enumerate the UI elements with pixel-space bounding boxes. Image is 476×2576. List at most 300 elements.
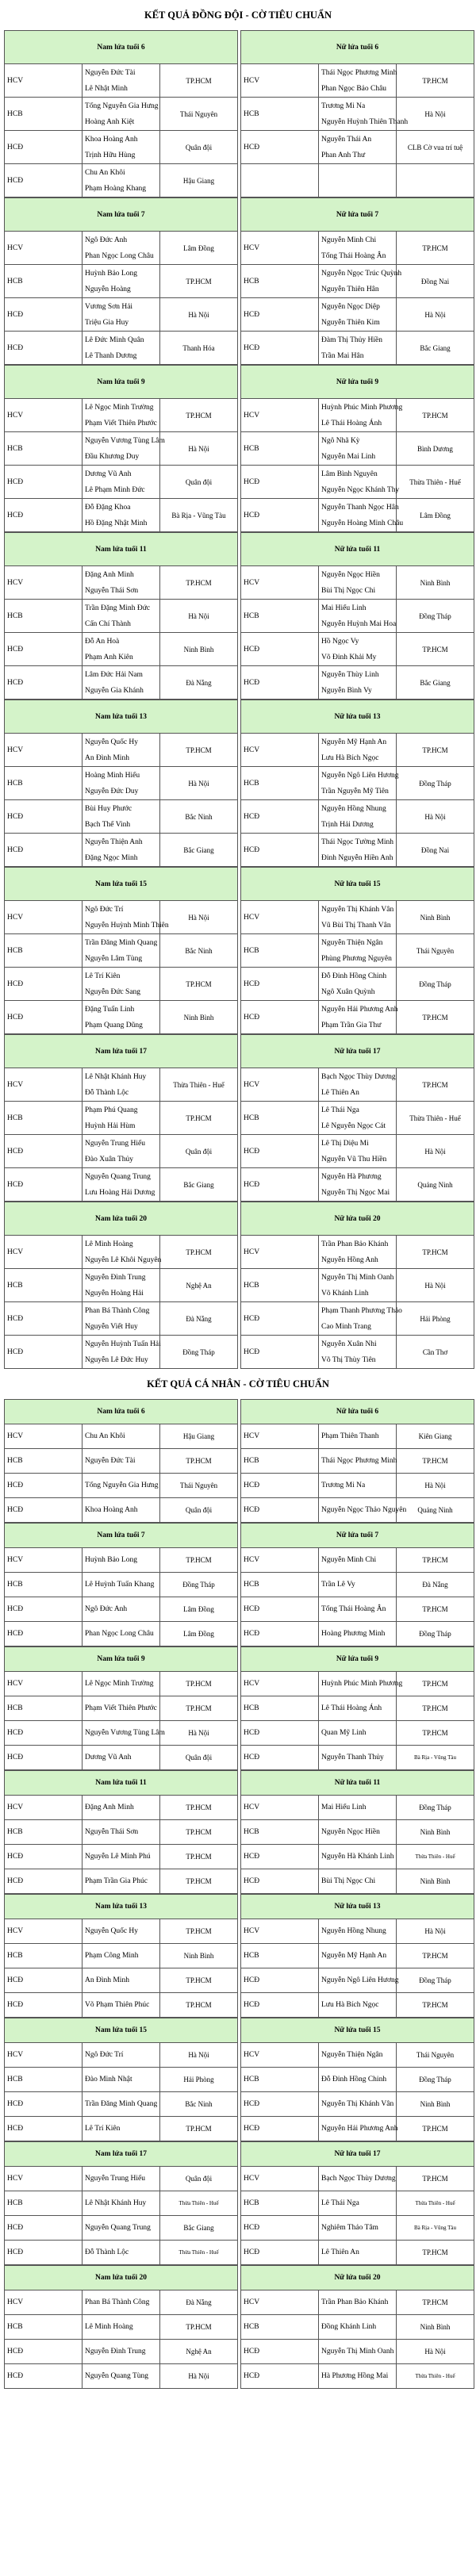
medal-cell: HCĐ [5,2216,83,2241]
medal-cell: HCĐ [5,1622,83,1646]
player-name: Nguyễn Ngọc Hiền [321,570,380,579]
result-row [241,332,474,365]
medal-cell: HCV [241,1548,319,1573]
unit-cell: Hà Nội [397,1269,474,1302]
player-name: Phạm Công Minh [83,1944,160,1968]
medal-cell: HCĐ [241,1336,319,1369]
player-name: Đặng Anh Minh [85,570,134,579]
medal-cell: HCV [5,399,83,432]
result-row [241,1597,474,1622]
player-name: Nguyễn Lê Khôi Nguyên [85,1255,162,1264]
category-title: Nữ lứa tuổi 9 [241,366,474,399]
player-name: Nguyễn Thiên Hân [321,285,379,293]
medal-cell: HCĐ [5,2340,83,2364]
player-name: Ngô Đức Anh [83,1597,160,1622]
player-name: Hà Phương Hồng Mai [319,2364,397,2389]
result-row [5,2364,238,2389]
names-cell [83,298,160,332]
medal-cell: HCV [5,1548,83,1573]
player-name: Trịnh Hữu Hùng [85,151,136,159]
medal-cell: HCV [241,2290,319,2315]
medal-cell: HCB [241,1102,319,1135]
team-category-table [4,1202,238,1369]
player-name: Nguyễn Bình Vy [321,686,372,695]
category-header-row [5,1035,238,1068]
player-name: Nguyễn Trung Hiếu [83,2167,160,2191]
medal-cell: HCĐ [241,1993,319,2018]
unit-cell: TP.HCM [160,1968,238,1993]
result-row [5,2191,238,2216]
result-row [241,901,474,934]
category-header-row [241,700,474,734]
result-row [5,1696,238,1721]
player-name: Chu An Khôi [83,1424,160,1449]
unit-cell: Quân đội [160,1135,238,1168]
result-row [5,1796,238,1820]
player-name: Nguyễn Minh Chi [321,236,377,244]
category-title: Nam lứa tuổi 17 [5,1035,238,1068]
names-cell [83,901,169,934]
player-name: Nguyễn Thị Minh Oanh [321,1273,394,1282]
unit-cell: Bắc Giang [160,834,238,867]
player-name: Lưu Hà Bích Ngọc [319,1993,397,2018]
result-row [5,64,238,98]
player-name: Võ Phạm Thiên Phúc [83,1993,160,2018]
medal-cell: HCB [241,2191,319,2216]
category-title: Nữ lứa tuổi 13 [241,1895,474,1919]
medal-cell: HCĐ [241,1302,319,1336]
result-row [5,767,238,800]
category-header-row [241,1771,474,1796]
player-name: Ngô Đức Anh [85,236,128,244]
player-name: Đỗ Đinh Hồng Chinh [319,2068,397,2092]
medal-cell: HCĐ [241,1001,319,1034]
names-cell [319,633,397,666]
names-cell [83,499,160,532]
player-name: Trần Mai Hân [321,351,364,360]
unit-cell: Hà Nội [160,298,238,332]
unit-cell: Bắc Ninh [160,934,238,968]
result-row [241,2191,474,2216]
result-row [5,734,238,767]
unit-cell: Ninh Bình [397,1820,474,1845]
result-row [241,1001,474,1034]
category-title: Nữ lứa tuổi 20 [241,2266,474,2290]
player-name: Nguyễn Hoàng Minh Châu [321,519,404,527]
medal-cell: HCĐ [241,1746,319,1770]
result-row [241,232,474,265]
result-row [241,1548,474,1573]
medal-cell: HCV [5,1068,83,1102]
result-row [241,666,474,700]
player-name: Ngô Đức Trí [85,905,124,914]
medal-cell: HCV [241,734,319,767]
result-row [5,934,238,968]
result-row [5,968,238,1001]
unit-cell: TP.HCM [160,64,238,98]
medal-cell: HCĐ [241,834,319,867]
category-title: Nữ lứa tuổi 11 [241,1771,474,1796]
result-row [5,1746,238,1770]
category-header-row [241,1400,474,1424]
medal-cell: HCB [5,98,83,131]
medal-cell: HCV [5,1672,83,1696]
names-cell [83,399,160,432]
result-row [241,1449,474,1474]
result-row [241,2092,474,2117]
team-men-column [4,30,238,1369]
player-name: Lưu Hoàng Hải Dương [85,1188,155,1197]
unit-cell: Kiên Giang [397,1424,474,1449]
player-name: Khoa Hoàng Anh [83,1498,160,1523]
player-name: Phan Bá Thành Công [83,2290,160,2315]
names-cell [319,1336,397,1369]
unit-cell: Nghệ An [160,2340,238,2364]
result-row [5,2068,238,2092]
names-cell [83,164,160,197]
names-cell [83,1236,160,1269]
player-name: Nguyễn Đình Trung [83,2340,160,2364]
category-header-row [5,1771,238,1796]
unit-cell: Hà Nội [160,432,238,466]
result-row [5,499,238,532]
result-row [5,1449,238,1474]
result-row [5,466,238,499]
medal-cell: HCĐ [241,800,319,834]
category-title: Nam lứa tuổi 13 [5,1895,238,1919]
unit-cell: TP.HCM [160,566,238,600]
names-cell [319,499,404,532]
medal-cell: HCB [241,98,319,131]
unit-cell: Thanh Hóa [160,332,238,365]
player-name: Nguyễn Quang Trung [85,1172,151,1181]
result-row [241,1820,474,1845]
player-name: Đỗ Thành Lộc [85,1088,129,1097]
names-cell [83,1168,160,1202]
player-name: Nguyễn Hoàng Hải [85,1289,144,1298]
unit-cell: Đồng Tháp [397,767,474,800]
player-name: Đặng Ngọc Minh [85,853,138,862]
medal-cell: HCV [241,1236,319,1269]
medal-cell: HCB [241,265,319,298]
result-row [5,1474,238,1498]
player-name: Đàm Thị Thủy Hiền [321,335,382,344]
unit-cell: TP.HCM [160,1449,238,1474]
player-name: Nguyễn Hoàng [85,285,131,293]
names-cell [319,164,397,197]
player-name: Nguyễn Trung Hiếu [85,1139,146,1148]
result-row [241,1102,474,1135]
player-name: Nguyễn Hải Phương Anh [319,2117,397,2141]
unit-cell: Quảng Ninh [397,1168,474,1202]
category-header-row [241,2142,474,2167]
names-cell [319,298,397,332]
medal-cell [241,164,319,197]
player-name: Chu An Khôi [85,168,125,177]
unit-cell: TP.HCM [160,1672,238,1696]
medal-cell: HCĐ [5,1302,83,1336]
unit-cell: Đồng Tháp [397,1796,474,1820]
player-name: Phạm Thanh Phương Thảo [321,1306,402,1315]
medal-cell: HCV [5,566,83,600]
result-row [5,98,238,131]
names-cell [319,800,397,834]
result-row [241,1236,474,1269]
medal-cell: HCV [241,1068,319,1102]
medal-cell: HCĐ [5,1869,83,1894]
medal-cell: HCĐ [5,332,83,365]
individual-category-table [4,2141,238,2265]
result-row [241,1944,474,1968]
result-row [5,1269,238,1302]
category-title: Nam lứa tuổi 11 [5,1771,238,1796]
player-name: Lê Thanh Dương [85,351,137,360]
individual-section [0,1399,476,2389]
medal-cell: HCĐ [5,2117,83,2141]
player-name: Nguyễn Quốc Hy [85,738,139,746]
result-row [5,2092,238,2117]
medal-cell: HCB [241,600,319,633]
player-name: Nguyễn Thị Minh Oanh [319,2340,397,2364]
medal-cell: HCV [5,1796,83,1820]
player-name: Lê Thái Hoàng Ánh [319,1696,397,1721]
player-name: Nguyễn Hải Phương Anh [321,1005,398,1014]
result-row [5,1168,238,1202]
player-name: Nguyễn Ngọc Khánh Thy [321,485,400,494]
medal-cell: HCĐ [5,2092,83,2117]
medal-cell: HCĐ [5,1746,83,1770]
result-row [5,901,238,934]
player-name: Nguyễn Thị Khánh Vân [319,2092,397,2117]
result-row [241,1302,474,1336]
result-row [241,2068,474,2092]
category-header-row [5,700,238,734]
medal-cell: HCB [5,432,83,466]
player-name: Đầu Khương Duy [85,452,140,461]
player-name: Dương Vũ Anh [85,470,132,478]
individual-category-table [240,1523,474,1646]
result-row [5,1336,238,1369]
result-row [241,2117,474,2141]
player-name: Nguyễn Hà Khánh Linh [319,1845,397,1869]
result-row [241,1498,474,1523]
result-row [241,767,474,800]
category-header-row [5,1400,238,1424]
player-name: Thái Ngọc Phương Minh [321,68,397,77]
unit-cell: Thái Nguyên [160,1474,238,1498]
medal-cell: HCĐ [241,633,319,666]
names-cell [319,1168,397,1202]
result-row [5,1869,238,1894]
result-row [5,1672,238,1696]
category-title: Nữ lứa tuổi 6 [241,31,474,64]
result-row [241,131,474,164]
player-name: Lê Nhật Khánh Huy [85,1072,147,1081]
result-row [241,1068,474,1102]
unit-cell: Hải Phòng [160,2068,238,2092]
unit-cell: TP.HCM [160,265,238,298]
player-name: Đinh Nguyễn Hiền Anh [321,853,393,862]
result-row [241,466,474,499]
player-name: Trương Mi Na [319,1474,397,1498]
result-row [241,98,474,131]
player-name: Phạm Viết Thiên Phước [83,1696,160,1721]
result-row [5,1597,238,1622]
medal-cell: HCV [241,399,319,432]
result-row [5,332,238,365]
medal-cell: HCĐ [241,2216,319,2241]
result-row [5,2117,238,2141]
player-name: Đỗ Thành Lộc [83,2241,160,2265]
medal-cell: HCV [5,2043,83,2068]
team-category-table [4,1034,238,1202]
category-header-row [5,2018,238,2043]
player-name: Nguyễn Huỳnh Thiên Thanh [321,117,409,126]
category-title: Nam lứa tuổi 9 [5,366,238,399]
player-name: Tống Nguyễn Gia Hưng [83,1474,160,1498]
medal-cell: HCB [5,1573,83,1597]
unit-cell: Bắc Ninh [160,2092,238,2117]
medal-cell: HCĐ [5,1721,83,1746]
individual-category-table [240,2018,474,2141]
unit-cell: Bắc Ninh [160,800,238,834]
result-row [5,432,238,466]
result-row [241,1474,474,1498]
category-header-row [241,1647,474,1672]
unit-cell: Ninh Bình [160,1944,238,1968]
unit-cell: Đồng Tháp [397,2068,474,2092]
player-name: Đỗ Đặng Khoa [85,503,131,512]
category-header-row [241,868,474,901]
individual-men-column [4,1399,238,2389]
category-title: Nam lứa tuổi 15 [5,868,238,901]
result-row [5,131,238,164]
result-row [241,2364,474,2389]
result-row [241,633,474,666]
player-name: Lê Thái Nga [321,1106,359,1114]
result-row [5,1302,238,1336]
result-row [5,1820,238,1845]
names-cell [319,232,397,265]
category-header-row [5,1895,238,1919]
unit-cell: Quân đội [160,131,238,164]
player-name: Bùi Thị Ngọc Chi [321,586,376,595]
result-row [241,2315,474,2340]
team-category-table [4,700,238,867]
unit-cell: TP.HCM [397,1672,474,1696]
team-women-column [240,30,474,1369]
team-section-title: KẾT QUẢ ĐỒNG ĐỘI - CỜ TIÊU CHUẨN [144,10,332,21]
unit-cell: Hà Nội [160,2364,238,2389]
unit-cell: Ninh Bình [397,2315,474,2340]
unit-cell: TP.HCM [160,1236,238,1269]
result-row [241,2216,474,2241]
result-row [241,1919,474,1944]
unit-cell: Ninh Bình [397,901,474,934]
names-cell [83,734,160,767]
player-name: Phạm Trần Gia Thư [321,1021,382,1029]
unit-cell: TP.HCM [397,2241,474,2265]
medal-cell: HCĐ [241,131,319,164]
names-cell [319,1102,397,1135]
player-name: Thái Ngọc Tường Minh [321,838,394,846]
unit-cell: TP.HCM [397,2117,474,2141]
player-name: Phạm Quang Dũng [85,1021,143,1029]
unit-cell: Đồng Nai [397,834,474,867]
result-row [5,265,238,298]
player-name: Nguyễn Đức Duy [85,787,139,795]
medal-cell: HCĐ [241,2340,319,2364]
result-row [241,164,474,197]
result-row [5,566,238,600]
unit-cell [397,164,474,197]
medal-cell: HCV [5,2167,83,2191]
names-cell [319,98,409,131]
medal-cell: HCB [241,1820,319,1845]
player-name: Lê Nhật Minh [85,84,128,93]
player-name: Cấn Chí Thành [85,619,131,628]
player-name: Nguyễn Vũ Thu Hiền [321,1155,387,1163]
medal-cell: HCĐ [5,1336,83,1369]
player-name: Võ Đinh Khải My [321,653,377,661]
unit-cell: Quân đội [160,466,238,499]
medal-cell: HCB [5,2315,83,2340]
medal-cell: HCB [241,934,319,968]
player-name: Lê Ngọc Minh Trường [85,403,154,412]
result-row [241,399,474,432]
result-row [5,600,238,633]
medal-cell: HCV [241,2043,319,2068]
player-name: An Đình Minh [85,753,129,762]
medal-cell: HCB [241,1269,319,1302]
category-title: Nam lứa tuổi 7 [5,198,238,232]
medal-cell: HCB [5,1102,83,1135]
names-cell [319,767,397,800]
category-header-row [5,31,238,64]
result-row [241,2043,474,2068]
unit-cell: Hà Nội [397,1919,474,1944]
player-name: Nguyễn Đình Trung [85,1273,146,1282]
result-row [241,1696,474,1721]
result-row [5,666,238,700]
category-header-row [241,1202,474,1236]
result-row [241,800,474,834]
result-row [241,566,474,600]
names-cell [83,265,160,298]
unit-cell: Quảng Ninh [397,1498,474,1523]
unit-cell: TP.HCM [160,1919,238,1944]
unit-cell: Hà Nội [160,767,238,800]
unit-cell: Đồng Tháp [397,968,474,1001]
unit-cell: Bình Dương [397,432,474,466]
result-row [241,2241,474,2265]
player-name: Trần Đăng Minh Quang [83,2092,160,2117]
unit-cell: Đà Nẵng [160,1302,238,1336]
player-name: Hoàng Minh Hiếu [85,771,140,780]
player-name: Phan Ngọc Bảo Châu [321,84,387,93]
player-name: Nguyễn Hà Phương [321,1172,382,1181]
unit-cell: Bà Rịa - Vũng Tàu [397,1746,474,1770]
player-name: Lê Phạm Minh Đức [85,485,145,494]
result-row [241,432,474,466]
player-name: Nguyễn Thanh Thủy [319,1746,397,1770]
medal-cell: HCĐ [5,1135,83,1168]
player-name: Vương Sơn Hải [85,302,133,311]
player-name: Trương Mi Na [321,102,366,110]
category-title: Nam lứa tuổi 11 [5,533,238,566]
unit-cell: Đà Nẵng [160,2290,238,2315]
result-row [241,1622,474,1646]
